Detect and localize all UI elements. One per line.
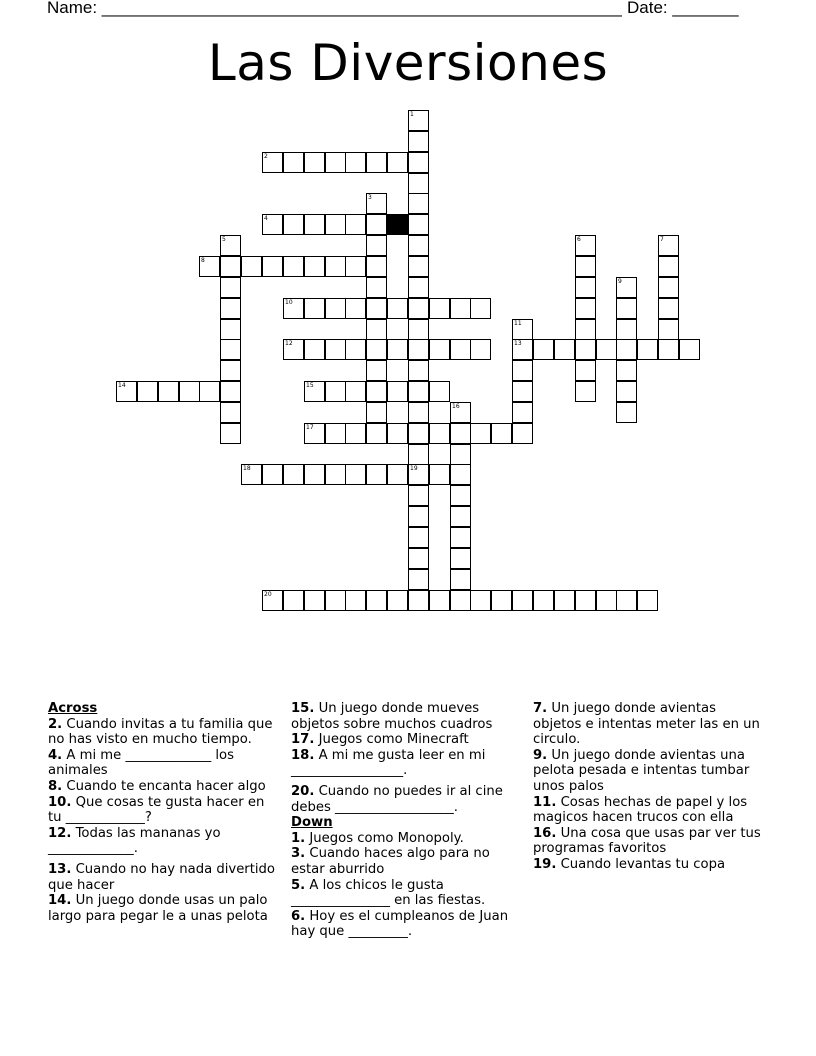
crossword-cell[interactable] bbox=[304, 256, 325, 277]
crossword-cell[interactable] bbox=[429, 423, 450, 444]
crossword-cell[interactable] bbox=[616, 381, 637, 402]
crossword-cell[interactable] bbox=[366, 298, 387, 319]
crossword-cell[interactable] bbox=[345, 256, 366, 277]
across-heading: Across bbox=[48, 701, 98, 716]
crossword-cell[interactable] bbox=[262, 256, 283, 277]
crossword-cell[interactable] bbox=[366, 235, 387, 256]
crossword-cell[interactable] bbox=[470, 590, 491, 611]
crossword-cell[interactable] bbox=[450, 590, 471, 611]
crossword-cell[interactable] bbox=[345, 381, 366, 402]
crossword-cell[interactable] bbox=[450, 423, 471, 444]
crossword-cell[interactable] bbox=[387, 381, 408, 402]
crossword-cell[interactable] bbox=[325, 381, 346, 402]
crossword-cell[interactable] bbox=[512, 360, 533, 381]
crossword-cell[interactable] bbox=[283, 214, 304, 235]
crossword-cell[interactable] bbox=[450, 485, 471, 506]
crossword-cell[interactable] bbox=[575, 339, 596, 360]
crossword-cell[interactable] bbox=[575, 235, 596, 256]
crossword-cell[interactable] bbox=[470, 298, 491, 319]
down-heading: Down bbox=[291, 815, 333, 831]
crossword-cell[interactable] bbox=[387, 590, 408, 611]
crossword-cell[interactable] bbox=[658, 277, 679, 298]
crossword-cell[interactable] bbox=[512, 423, 533, 444]
crossword-cell[interactable] bbox=[429, 381, 450, 402]
crossword-cell[interactable] bbox=[304, 298, 325, 319]
crossword-cell[interactable] bbox=[325, 298, 346, 319]
crossword-cell[interactable] bbox=[408, 298, 429, 319]
clue-number-2: 2 bbox=[264, 153, 268, 160]
crossword-cell[interactable] bbox=[304, 152, 325, 173]
crossword-cell[interactable] bbox=[345, 464, 366, 485]
crossword-cell[interactable] bbox=[220, 235, 241, 256]
crossword-cell[interactable] bbox=[450, 402, 471, 423]
clue-number-5: 5 bbox=[222, 236, 226, 243]
crossword-cell[interactable] bbox=[366, 193, 387, 214]
crossword-cell[interactable] bbox=[262, 464, 283, 485]
crossword-cell[interactable] bbox=[408, 527, 429, 548]
crossword-cell[interactable] bbox=[470, 423, 491, 444]
crossword-cell[interactable] bbox=[262, 590, 283, 611]
clue-number-1: 1 bbox=[410, 111, 414, 118]
crossword-cell[interactable] bbox=[408, 423, 429, 444]
crossword-cell[interactable] bbox=[220, 277, 241, 298]
clue-column-3 bbox=[533, 701, 765, 873]
crossword-cell[interactable] bbox=[387, 152, 408, 173]
crossword-cell[interactable] bbox=[575, 256, 596, 277]
across-clue-10: 10. Que cosas te gusta hacer en tu ____________? bbox=[48, 794, 265, 826]
crossword-cell[interactable] bbox=[366, 464, 387, 485]
crossword-cell[interactable] bbox=[679, 339, 700, 360]
crossword-cell[interactable] bbox=[366, 214, 387, 235]
crossword-cell[interactable] bbox=[408, 214, 429, 235]
crossword-cell[interactable] bbox=[387, 423, 408, 444]
crossword-cell[interactable] bbox=[450, 444, 471, 465]
crossword-cell[interactable] bbox=[616, 402, 637, 423]
crossword-cell[interactable] bbox=[491, 423, 512, 444]
crossword-cell[interactable] bbox=[450, 339, 471, 360]
crossword-cell[interactable] bbox=[658, 298, 679, 319]
crossword-cell[interactable] bbox=[366, 381, 387, 402]
across-clue-13: 13. Cuando no hay nada divertido que hacer bbox=[48, 861, 276, 893]
crossword-cell[interactable] bbox=[408, 506, 429, 527]
crossword-cell[interactable] bbox=[179, 381, 200, 402]
crossword-cell[interactable] bbox=[220, 360, 241, 381]
across-clue-12: 12. Todas las mananas yo _____________. bbox=[48, 825, 221, 857]
crossword-cell[interactable] bbox=[366, 256, 387, 277]
crossword-cell[interactable] bbox=[637, 339, 658, 360]
crossword-cell[interactable] bbox=[575, 381, 596, 402]
down-clue-11: 11. Cosas hechas de papel y los magicos hacen trucos con ella bbox=[533, 794, 748, 826]
crossword-cell[interactable] bbox=[554, 339, 575, 360]
down-clue-5: 5. A los chicos le gusta _______________ en las fiestas. bbox=[291, 877, 486, 909]
crossword-cell[interactable] bbox=[429, 590, 450, 611]
crossword-cell[interactable] bbox=[304, 590, 325, 611]
clue-number-8: 8 bbox=[201, 257, 205, 264]
crossword-cell[interactable] bbox=[325, 339, 346, 360]
crossword-cell[interactable] bbox=[491, 590, 512, 611]
crossword-cell[interactable] bbox=[470, 339, 491, 360]
crossword-cell[interactable] bbox=[408, 256, 429, 277]
crossword-cell[interactable] bbox=[366, 423, 387, 444]
clue-column-1 bbox=[48, 701, 282, 924]
clue-number-6: 6 bbox=[577, 236, 581, 243]
crossword-cell[interactable] bbox=[408, 173, 429, 194]
down-clue-7: 7. Un juego donde avientas objetos e intentas meter las en un circulo. bbox=[533, 701, 760, 748]
clue-number-7: 7 bbox=[660, 236, 664, 243]
crossword-cell[interactable] bbox=[408, 319, 429, 340]
crossword-cell[interactable] bbox=[220, 381, 241, 402]
crossword-cell[interactable] bbox=[387, 298, 408, 319]
crossword-cell[interactable] bbox=[283, 152, 304, 173]
down-clue-9: 9. Un juego donde avientas una pelota pesada e intentas tumbar unos palos bbox=[533, 747, 750, 794]
crossword-cell[interactable] bbox=[220, 298, 241, 319]
across-clue-18: 18. A mi me gusta leer en mi _________________. bbox=[291, 747, 486, 779]
down-clue-1: 1. Juegos como Monopoly. bbox=[291, 830, 464, 846]
across-clue-15: 15. Un juego donde mueves objetos sobre muchos cuadros bbox=[291, 701, 493, 732]
crossword-cell[interactable] bbox=[658, 319, 679, 340]
crossword-cell[interactable] bbox=[366, 590, 387, 611]
clue-number-17: 17 bbox=[306, 424, 314, 431]
crossword-cell[interactable] bbox=[408, 339, 429, 360]
crossword-cell[interactable] bbox=[325, 152, 346, 173]
clue-number-12: 12 bbox=[285, 340, 293, 347]
crossword-cell[interactable] bbox=[658, 339, 679, 360]
down-clue-16: 16. Una cosa que usas par ver tus programas favoritos bbox=[533, 825, 761, 857]
crossword-cell[interactable] bbox=[345, 152, 366, 173]
crossword-cell[interactable] bbox=[408, 464, 429, 485]
crossword-cell[interactable] bbox=[616, 277, 637, 298]
down-clue-6: 6. Hoy es el cumpleanos de Juan hay que _________. bbox=[291, 908, 509, 940]
crossword-cell[interactable] bbox=[512, 402, 533, 423]
crossword-cell[interactable] bbox=[408, 277, 429, 298]
crossword-cell[interactable] bbox=[220, 402, 241, 423]
crossword-cell[interactable] bbox=[408, 590, 429, 611]
clue-column-2 bbox=[291, 701, 527, 940]
crossword-cell[interactable] bbox=[345, 214, 366, 235]
crossword-cell[interactable] bbox=[220, 339, 241, 360]
down-clue-19: 19. Cuando levantas tu copa bbox=[533, 856, 726, 872]
crossword-cell[interactable] bbox=[450, 298, 471, 319]
crossword-cell[interactable] bbox=[325, 423, 346, 444]
crossword-cell[interactable] bbox=[283, 256, 304, 277]
crossword-cell[interactable] bbox=[325, 214, 346, 235]
across-clue-17: 17. Juegos como Minecraft bbox=[291, 732, 469, 748]
clue-number-16: 16 bbox=[452, 403, 460, 410]
down-clue-3: 3. Cuando haces algo para no estar aburrido bbox=[291, 846, 490, 877]
crossword-cell[interactable] bbox=[345, 298, 366, 319]
crossword-cell[interactable] bbox=[325, 256, 346, 277]
crossword-cell[interactable] bbox=[283, 590, 304, 611]
crossword-cell[interactable] bbox=[158, 381, 179, 402]
crossword-cell[interactable] bbox=[596, 339, 617, 360]
page-title: Las Diversiones bbox=[207, 34, 609, 92]
crossword-cell[interactable] bbox=[408, 485, 429, 506]
clue-number-15: 15 bbox=[306, 382, 314, 389]
crossword-cell[interactable] bbox=[429, 464, 450, 485]
crossword-cell[interactable] bbox=[366, 339, 387, 360]
crossword-cell[interactable] bbox=[450, 569, 471, 590]
crossword-cell[interactable] bbox=[408, 193, 429, 214]
crossword-cell[interactable] bbox=[304, 464, 325, 485]
crossword-cell[interactable] bbox=[512, 590, 533, 611]
across-clue-8: 8. Cuando te encanta hacer algo bbox=[48, 778, 266, 794]
crossword-cell[interactable] bbox=[616, 319, 637, 340]
crossword-cell[interactable] bbox=[304, 214, 325, 235]
crossword-cell[interactable] bbox=[366, 319, 387, 340]
crossword-cell[interactable] bbox=[512, 381, 533, 402]
crossword-cell[interactable] bbox=[366, 277, 387, 298]
crossword-cell[interactable] bbox=[408, 548, 429, 569]
crossword-cell[interactable] bbox=[408, 381, 429, 402]
clue-number-20: 20 bbox=[264, 591, 272, 598]
crossword-cell[interactable] bbox=[262, 214, 283, 235]
crossword-cell[interactable] bbox=[408, 235, 429, 256]
across-clue-14: 14. Un juego donde usas un palo largo para pegar le a unas pelota bbox=[48, 893, 268, 924]
crossword-cell[interactable] bbox=[554, 590, 575, 611]
crossword-cell[interactable] bbox=[241, 464, 262, 485]
crossword-cell[interactable] bbox=[345, 590, 366, 611]
crossword-cell[interactable] bbox=[450, 506, 471, 527]
crossword-cell[interactable] bbox=[220, 423, 241, 444]
crossword-cell[interactable] bbox=[304, 381, 325, 402]
crossword-cell[interactable] bbox=[387, 464, 408, 485]
crossword-cell[interactable] bbox=[408, 131, 429, 152]
crossword-cell[interactable] bbox=[366, 360, 387, 381]
crossword-cell[interactable] bbox=[408, 444, 429, 465]
crossword-cell[interactable] bbox=[533, 339, 554, 360]
crossword-cell[interactable] bbox=[616, 360, 637, 381]
crossword-cell[interactable] bbox=[575, 319, 596, 340]
crossword-cell[interactable] bbox=[658, 256, 679, 277]
crossword-cell[interactable] bbox=[533, 590, 554, 611]
crossword-cell[interactable] bbox=[408, 110, 429, 131]
across-clue-2: 2. Cuando invitas a tu familia que no has visto en mucho tiempo. bbox=[48, 716, 273, 748]
crossword-cell[interactable] bbox=[408, 152, 429, 173]
name-field-label: Name: _______________________________________________________ bbox=[47, 0, 622, 17]
crossword-cell[interactable] bbox=[408, 360, 429, 381]
across-clue-4: 4. A mi me _____________ los animales bbox=[48, 747, 234, 779]
clue-number-4: 4 bbox=[264, 215, 268, 222]
crossword-cell[interactable] bbox=[408, 569, 429, 590]
crossword-cell[interactable] bbox=[137, 381, 158, 402]
crossword-cell[interactable] bbox=[575, 277, 596, 298]
crossword-cell[interactable] bbox=[283, 464, 304, 485]
crossword-cell[interactable] bbox=[596, 590, 617, 611]
crossword-cell[interactable] bbox=[345, 423, 366, 444]
crossword-cell[interactable] bbox=[345, 339, 366, 360]
crossword-cell[interactable] bbox=[450, 527, 471, 548]
crossword-cell[interactable] bbox=[575, 298, 596, 319]
across-clue-20: 20. Cuando no puedes ir al cine debes __________________. bbox=[291, 783, 503, 815]
crossword-cell[interactable] bbox=[325, 590, 346, 611]
crossword-cell[interactable] bbox=[429, 298, 450, 319]
crossword-cell[interactable] bbox=[304, 423, 325, 444]
crossword-cell[interactable] bbox=[408, 402, 429, 423]
crossword-cell[interactable] bbox=[616, 339, 637, 360]
crossword-cell[interactable] bbox=[241, 256, 262, 277]
crossword-cell[interactable] bbox=[429, 339, 450, 360]
crossword-cell[interactable] bbox=[366, 152, 387, 173]
clue-number-18: 18 bbox=[243, 465, 251, 472]
crossword-cell[interactable] bbox=[637, 590, 658, 611]
clue-number-14: 14 bbox=[118, 382, 126, 389]
crossword-cell[interactable] bbox=[366, 402, 387, 423]
crossword-cell[interactable] bbox=[575, 590, 596, 611]
crossword-cell[interactable] bbox=[283, 339, 304, 360]
crossword-cell[interactable] bbox=[325, 464, 346, 485]
clue-number-9: 9 bbox=[618, 278, 622, 285]
crossword-cell[interactable] bbox=[658, 235, 679, 256]
clue-number-10: 10 bbox=[285, 299, 293, 306]
clue-number-3: 3 bbox=[368, 194, 372, 201]
blocked-cell bbox=[387, 214, 408, 235]
crossword-cell[interactable] bbox=[116, 381, 137, 402]
clue-number-11: 11 bbox=[514, 320, 522, 327]
clue-number-13: 13 bbox=[514, 340, 522, 347]
crossword-cell[interactable] bbox=[450, 464, 471, 485]
crossword-cell[interactable] bbox=[387, 339, 408, 360]
crossword-cell[interactable] bbox=[199, 381, 220, 402]
crossword-cell[interactable] bbox=[220, 256, 241, 277]
crossword-cell[interactable] bbox=[616, 298, 637, 319]
crossword-cell[interactable] bbox=[304, 339, 325, 360]
crossword-cell[interactable] bbox=[512, 339, 533, 360]
crossword-cell[interactable] bbox=[199, 256, 220, 277]
crossword-cell[interactable] bbox=[616, 590, 637, 611]
crossword-cell[interactable] bbox=[262, 152, 283, 173]
crossword-cell[interactable] bbox=[512, 319, 533, 340]
clue-number-19: 19 bbox=[410, 465, 418, 472]
date-field-label: Date: _______ bbox=[627, 0, 739, 17]
crossword-cell[interactable] bbox=[220, 319, 241, 340]
crossword-cell[interactable] bbox=[575, 360, 596, 381]
crossword-cell[interactable] bbox=[283, 298, 304, 319]
crossword-cell[interactable] bbox=[450, 548, 471, 569]
